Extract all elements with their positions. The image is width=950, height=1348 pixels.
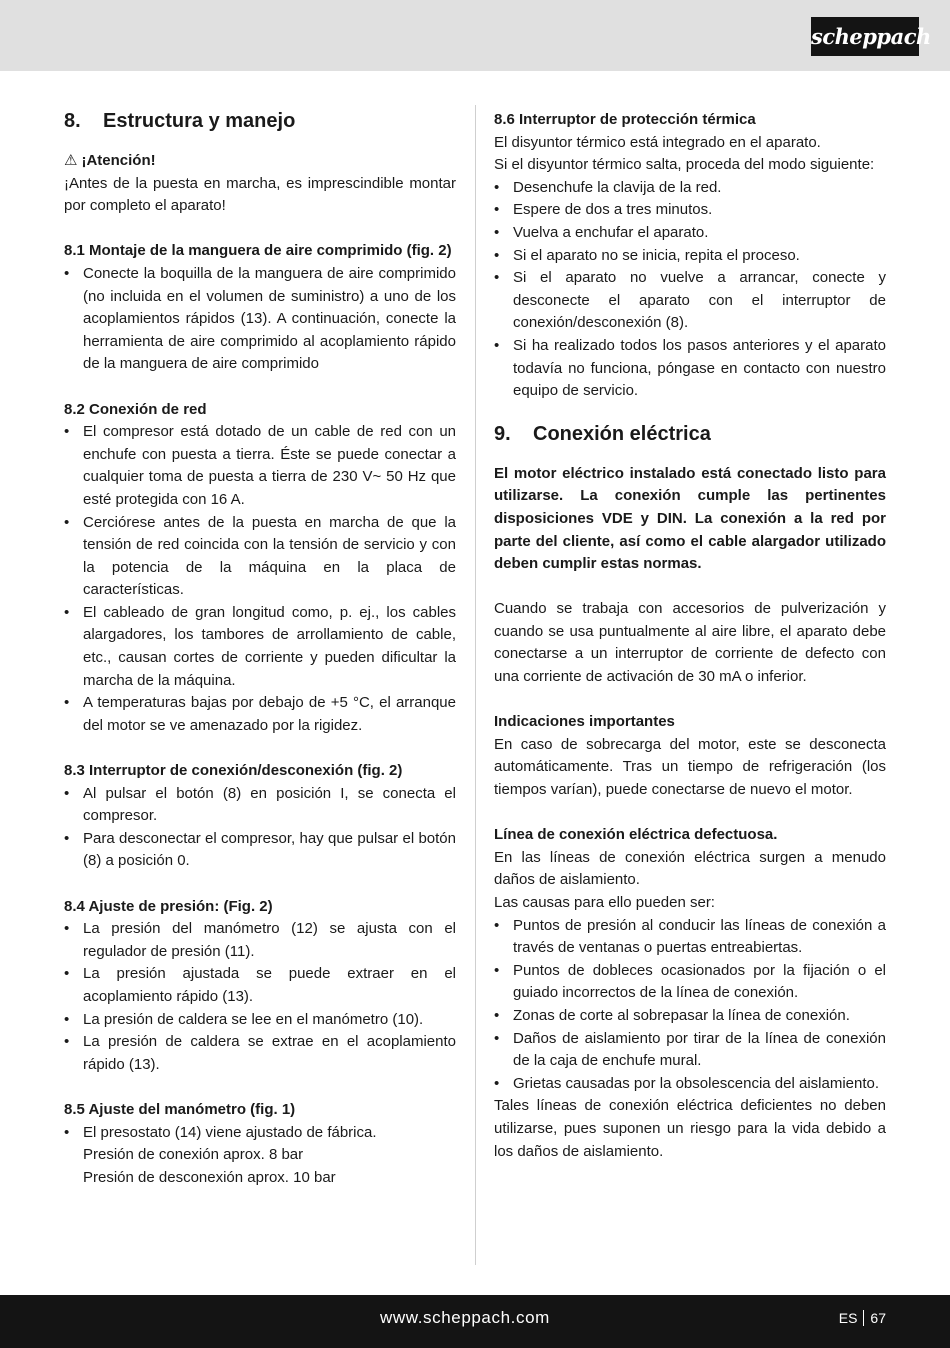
section-8-number: 8. [64, 110, 81, 132]
list-item: • El compresor está dotado de un cable de red con un enchufe con puesta a tierra. Éste se puede conectar a cualquier toma de puesta a tierra de 230 V~ 50 Hz que esté protegida con 16 A. [64, 421, 456, 511]
page-number: 67 [870, 1310, 886, 1326]
section-8-title-text: Estructura y manejo [103, 110, 296, 132]
warning-triangle-icon: ⚠ [64, 152, 78, 169]
list-item: • Si el aparato no vuelve a arrancar, conecte y desconecte el aparato con el interruptor de conexión/desconexión (8). [494, 267, 886, 335]
footer-page-info [839, 1310, 886, 1326]
switch-on-pressure: Presión de conexión aprox. 8 bar [83, 1146, 304, 1164]
section-8-2-title: 8.2 Conexión de red [64, 400, 207, 418]
list-item: • Espere de dos a tres minutos. [494, 199, 886, 222]
header-bar [0, 0, 950, 71]
attention-label: ¡Atención! [81, 152, 156, 169]
list-item: • La presión de caldera se extrae en el acoplamiento rápido (13). [64, 1031, 456, 1076]
list-item: • Zonas de corte al sobrepasar la línea de conexión. [494, 1005, 886, 1028]
list-item: • Al pulsar el botón (8) en posición I, se conecta el compresor. [64, 783, 456, 828]
attention-text: ¡Antes de la puesta en marcha, es imprescindible montar por completo el aparato! [64, 174, 456, 215]
section-8-6-title: 8.6 Interruptor de protección térmica [494, 111, 756, 128]
list-item: • Puntos de dobleces ocasionados por la fijación o el guiado incorrectos de la línea de conexión. [494, 960, 886, 1005]
right-column [494, 109, 886, 1163]
section-9-bold-text: El motor eléctrico instalado está conectado listo para utilizarse. La conexión cumple las pertinentes disposiciones VDE y DIN. La conexión a la red por parte del cliente, así como el cable alargador utilizado deben cumplir estas normas. [494, 464, 886, 573]
section-8-2-list [64, 421, 456, 737]
column-divider [475, 105, 476, 1265]
list-item: • Puntos de presión al conducir las líneas de conexión a través de ventanas o puertas entreabiertas. [494, 915, 886, 960]
list-item: • Conecte la boquilla de la manguera de aire comprimido (no incluida en el volumen de suministro) a uno de los acoplamientos rápidos (13). A continuación, conecte la herramienta de aire comprimido al acoplamiento rápido de la manguera de aire comprimido [64, 263, 456, 376]
section-8-3-title: 8.3 Interruptor de conexión/desconexión (fig. 2) [64, 762, 403, 780]
language-code: ES [838, 1310, 858, 1326]
section-8-1-list [64, 263, 456, 376]
defective-line-list [494, 915, 886, 1096]
spacer [494, 576, 886, 599]
brand-logo: scheppach [811, 17, 919, 56]
section-8-5-list [64, 1122, 456, 1145]
list-item: • Para desconectar el compresor, hay que pulsar el botón (8) a posición 0. [64, 828, 456, 873]
section-8-3-list [64, 783, 456, 873]
left-column [64, 102, 456, 1189]
list-item: • La presión de caldera se lee en el manómetro (10). [64, 1009, 456, 1032]
defective-line-text-2: Las causas para ello pueden ser: [494, 894, 715, 911]
list-item: • Grietas causadas por la obsolescencia del aislamiento. [494, 1073, 886, 1096]
footer-url: www.scheppach.com [380, 1308, 550, 1327]
section-8-5-title: 8.5 Ajuste del manómetro (fig. 1) [64, 1100, 296, 1118]
list-item: • La presión ajustada se puede extraer en el acoplamiento rápido (13). [64, 963, 456, 1008]
list-item: • Daños de aislamiento por tirar de la línea de conexión de la caja de enchufe mural. [494, 1028, 886, 1073]
list-item: • La presión del manómetro (12) se ajusta con el regulador de presión (11). [64, 918, 456, 963]
section-9-title [494, 419, 886, 449]
list-item: • A temperaturas bajas por debajo de +5 °C, el arranque del motor se ve amenazado por la rigidez. [64, 692, 456, 737]
list-item: • El presostato (14) viene ajustado de fábrica. [64, 1122, 456, 1145]
list-item: • Desenchufe la clavija de la red. [494, 177, 886, 200]
section-8-6-text-2: Si el disyuntor térmico salta, proceda del modo siguiente: [494, 156, 875, 174]
footer-separator [863, 1310, 864, 1326]
section-9-text: Cuando se trabaja con accesorios de pulverización y cuando se usa puntualmente al aire libre, el aparato debe conectarse a un interruptor de corriente de defecto con una corriente de activación de 30 mA o inferior. [494, 600, 886, 686]
section-8-4-list [64, 918, 456, 1076]
important-notes-text: En caso de sobrecarga del motor, este se desconecta automáticamente. Tras un tiempo de refrigeración (los tiempos varían), puede conectarse de nuevo el motor. [494, 735, 886, 799]
list-item: • Si el aparato no se inicia, repita el proceso. [494, 245, 886, 268]
section-9-number: 9. [494, 422, 511, 445]
list-item: • Cerciórese antes de la puesta en marcha de que la tensión de red coincida con la tensión de servicio y con la potencia de la máquina en la placa de características. [64, 512, 456, 602]
list-item: • Vuelva a enchufar el aparato. [494, 222, 886, 245]
section-8-1-title: 8.1 Montaje de la manguera de aire comprimido (fig. 2) [64, 242, 452, 260]
attention-heading [64, 150, 456, 173]
section-8-title [64, 106, 456, 136]
list-item: • El cableado de gran longitud como, p. ej., los cables alargadores, los tambores de arrollamiento de cable, etc., causan cortes de corriente y pueden dificultar la marcha de la máquina. [64, 602, 456, 692]
defective-line-title: Línea de conexión eléctrica defectuosa. [494, 826, 778, 844]
section-8-4-title: 8.4 Ajuste de presión: (Fig. 2) [64, 897, 273, 915]
list-item: • Si ha realizado todos los pasos anteriores y el aparato todavía no funciona, póngase en contacto con nuestro equipo de servicio. [494, 335, 886, 403]
section-8-6-list [494, 177, 886, 403]
section-9-title-text: Conexión eléctrica [533, 422, 711, 445]
defective-line-text-1: En las líneas de conexión eléctrica surgen a menudo daños de aislamiento. [494, 848, 886, 889]
switch-off-pressure: Presión de desconexión aprox. 10 bar [83, 1168, 336, 1186]
section-8-6-text-1: El disyuntor térmico está integrado en el aparato. [494, 133, 821, 151]
defective-line-final-text: Tales líneas de conexión eléctrica deficientes no deben utilizarse, pues suponen un riesgo para la vida debido a los daños de aislamiento. [494, 1097, 886, 1160]
important-notes-title: Indicaciones importantes [494, 713, 675, 731]
